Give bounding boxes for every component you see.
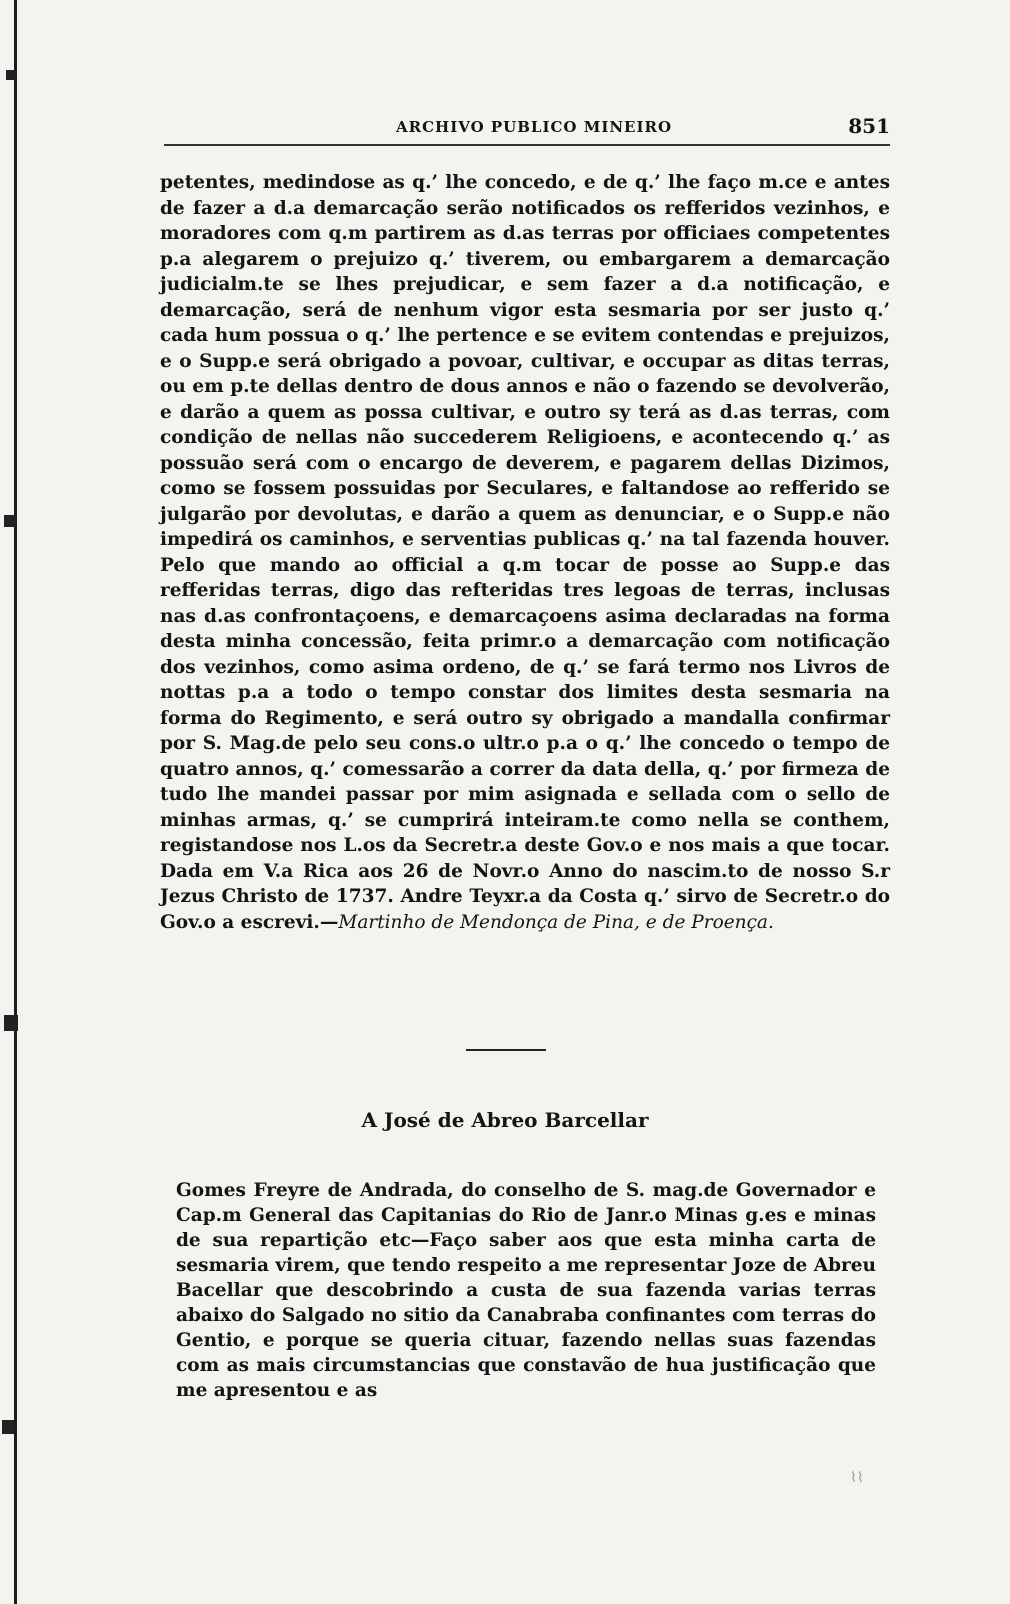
signature: Martinho de Mendonça de Pina, e de Proença. bbox=[338, 911, 774, 933]
binding-mark bbox=[4, 1015, 18, 1031]
running-title: ARCHIVO PUBLICO MINEIRO bbox=[396, 118, 673, 136]
section-text: Gomes Freyre de Andrada, do conselho de S. mag.de Governador e Cap.m General das Capitanias do Rio de Janr.o Minas g.es e minas de sua repartição etc—Faço saber aos que esta minha carta de sesmaria virem, que tendo respeito a me representar Joze de Abreu Bacellar que descobrindo a custa de sua fazenda varias terras abaixo do Salgado no sitio da Canabraba confinantes com terras do Gentio, e porque se queria cituar, fazendo nellas suas fazendas com as mais circumstancias que constavão de hua justificação que me apresentou e as bbox=[176, 1180, 876, 1401]
binding-mark bbox=[6, 70, 16, 80]
page-number: 851 bbox=[848, 114, 890, 138]
section-paragraph bbox=[176, 1178, 876, 1403]
binding-mark bbox=[2, 1420, 14, 1434]
header-rule bbox=[164, 144, 890, 146]
binding-mark bbox=[4, 515, 16, 527]
binding-edge bbox=[14, 0, 17, 1604]
page-header bbox=[164, 114, 890, 144]
section-divider bbox=[466, 1049, 546, 1051]
body-paragraph bbox=[160, 170, 890, 935]
section-heading: A José de Abreo Barcellar bbox=[361, 1108, 649, 1132]
pencil-mark-icon: ⌇⌇ bbox=[850, 1470, 864, 1486]
body-text: petentes, medindose as q.’ lhe concedo, e de q.’ lhe faço m.ce e antes de fazer a d.a demarcação serão notificados os refferidos vezinhos, e moradores com q.m partirem as d.as terras por officiaes competentes p.a alegarem o prejuizo q.’ tiverem, ou embargarem a demarcação judicialm.te se lhes prejudicar, e sem fazer a d.a notificação, e demarcação, será de nenhum vigor esta sesmaria por ser justo q.’ cada hum possua o q.’ lhe pertence e se evitem contendas e prejuizos, e o Supp.e será obrigado a povoar, cultivar, e occupar as ditas terras, ou em p.te dellas dentro de dous annos e não o fazendo se devolverão, e darão a quem as possa cultivar, e outro sy terá as d.as terras, com condição de nellas não succederem Religioens, e acontecendo q.’ as possuão será com o encargo de deverem, e pagarem dellas Dizimos, como se fossem possuidas por Seculares, e faltandose ao refferido se julgarão por devolutas, e darão a quem as denunciar, e o Supp.e não impedirá os caminhos, e serventias publicas q.’ na tal fazenda houver. Pelo que mando ao official a q.m tocar de posse ao Supp.e das refferidas terras, digo das refteridas tres legoas de terras, inclusas nas d.as confrontaçoens, e demarcaçoens asima declaradas na forma desta minha concessão, feita primr.o a demarcação com notificação dos vezinhos, como asima ordeno, de q.’ se fará termo nos Livros de nottas p.a a todo o tempo constar dos limites desta sesmaria na forma do Regimento, e será outro sy obrigado a mandalla confirmar por S. Mag.de pelo seu cons.o ultr.o p.a o q.’ lhe concedo o tempo de quatro annos, q.’ comessarão a correr da data della, q.’ por firmeza de tudo lhe mandei passar por mim asignada e sellada com o sello de minhas armas, q.’ se cumprirá inteiram.te como nella se conthem, registandose nos L.os da Secretr.a deste Gov.o e nos mais a que tocar. Dada em V.a Rica aos 26 de Novr.o Anno do nascim.to de nosso S.r Jezus Christo de 1737. Andre Teyxr.a da Costa q.’ sirvo de Secretr.o do Gov.o a escrevi.— bbox=[160, 172, 890, 933]
